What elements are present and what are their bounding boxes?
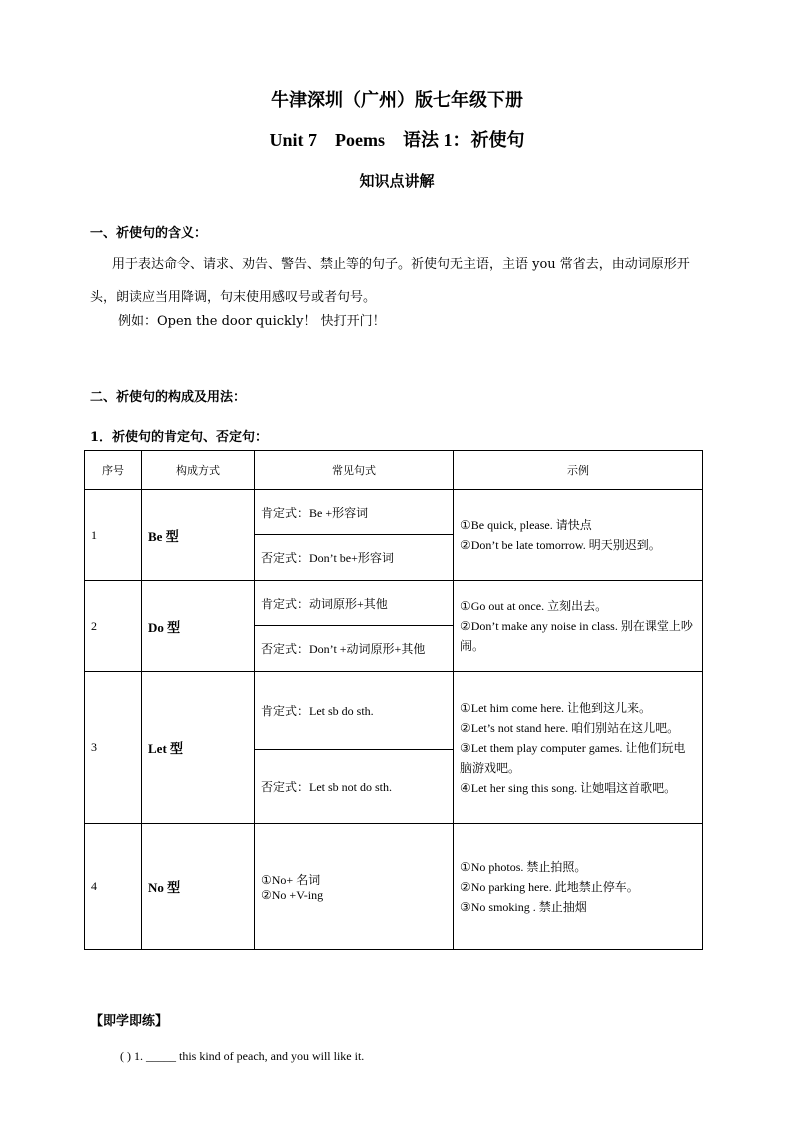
- section2-subheading: 1．祈使句的肯定句、否定句：: [90, 430, 269, 445]
- table-header: 常见句式: [255, 451, 454, 490]
- table-row: [85, 490, 703, 535]
- imperative-table: [84, 450, 703, 950]
- doc-title-line2: [0, 126, 794, 152]
- example-line: ②No parking here. 此地禁止停车。: [460, 879, 639, 894]
- section1-heading: 一、祈使句的含义：: [90, 226, 208, 241]
- row-form-positive: 肯定式：Let sb do sth.: [255, 672, 454, 750]
- row-forms: [255, 824, 454, 950]
- table-header: 示例: [454, 451, 703, 490]
- row-form-negative: 否定式：Don’t +动词原形+其他: [255, 626, 454, 672]
- example-line: ③Let them play computer games. 让他们玩电脑游戏吧。: [460, 740, 686, 775]
- example-line: ②Let’s not stand here. 咱们别站在这儿吧。: [460, 720, 680, 735]
- unit-topic: Poems: [335, 130, 385, 150]
- table-row: [85, 581, 703, 626]
- example-line: ④Let her sing this song. 让她唱这首歌吧。: [460, 780, 677, 795]
- row-type: Do 型: [142, 581, 255, 672]
- row-form-negative: 否定式：Let sb not do sth.: [255, 750, 454, 824]
- section2-heading: 二、祈使句的构成及用法：: [90, 390, 247, 405]
- form-line: ①No+ 名词: [261, 872, 321, 887]
- row-form-positive: 肯定式：动词原形+其他: [255, 581, 454, 626]
- doc-title-line1: 牛津深圳（广州）版七年级下册: [271, 90, 523, 111]
- table-header: 构成方式: [142, 451, 255, 490]
- example-line: ①Let him come here. 让他到这儿来。: [460, 700, 652, 715]
- example-line: ③No smoking . 禁止抽烟: [460, 899, 587, 914]
- row-form-negative: 否定式：Don’t be+形容词: [255, 535, 454, 581]
- example-line: ②Don’t make any noise in class. 别在课堂上吵闹。: [460, 619, 693, 653]
- practice-heading: 【即学即练】: [90, 1014, 169, 1029]
- doc-title-line3: 知识点讲解: [359, 172, 435, 190]
- row-number: 3: [85, 672, 142, 824]
- row-type: Let 型: [142, 672, 255, 824]
- row-type: Be 型: [142, 490, 255, 581]
- example-line: ①Go out at once. 立刻出去。: [460, 599, 608, 613]
- unit-label: Unit 7: [269, 130, 318, 150]
- example-line: ①Be quick, please. 请快点: [460, 518, 592, 532]
- row-number: 4: [85, 824, 142, 950]
- row-examples: [454, 824, 703, 950]
- row-examples: [454, 672, 703, 824]
- row-form-positive: 肯定式：Be +形容词: [255, 490, 454, 535]
- table-header-row: [85, 451, 703, 490]
- row-examples: [454, 581, 703, 672]
- example-line: ②Don’t be late tomorrow. 明天别迟到。: [460, 538, 661, 552]
- section1-paragraph: 用于表达命令、请求、劝告、警告、禁止等的句子。祈使句无主语，主语 you 常省去，由动词原形开头，朗读应当用降调，句末使用感叹号或者句号。: [90, 257, 690, 305]
- practice-question-1: ( ) 1. _____ this kind of peach, and you will like it.: [120, 1049, 365, 1063]
- table-row: [85, 672, 703, 750]
- section1-example: 例如：Open the door quickly！ 快打开门！: [118, 314, 386, 329]
- example-line: ①No photos. 禁止拍照。: [460, 859, 587, 874]
- form-line: ②No +V-ing: [261, 887, 324, 902]
- row-examples: [454, 490, 703, 581]
- row-number: 2: [85, 581, 142, 672]
- row-number: 1: [85, 490, 142, 581]
- table-header: 序号: [85, 451, 142, 490]
- table-row: [85, 824, 703, 950]
- grammar-topic: 语法 1：祈使句: [403, 130, 525, 150]
- row-type: No 型: [142, 824, 255, 950]
